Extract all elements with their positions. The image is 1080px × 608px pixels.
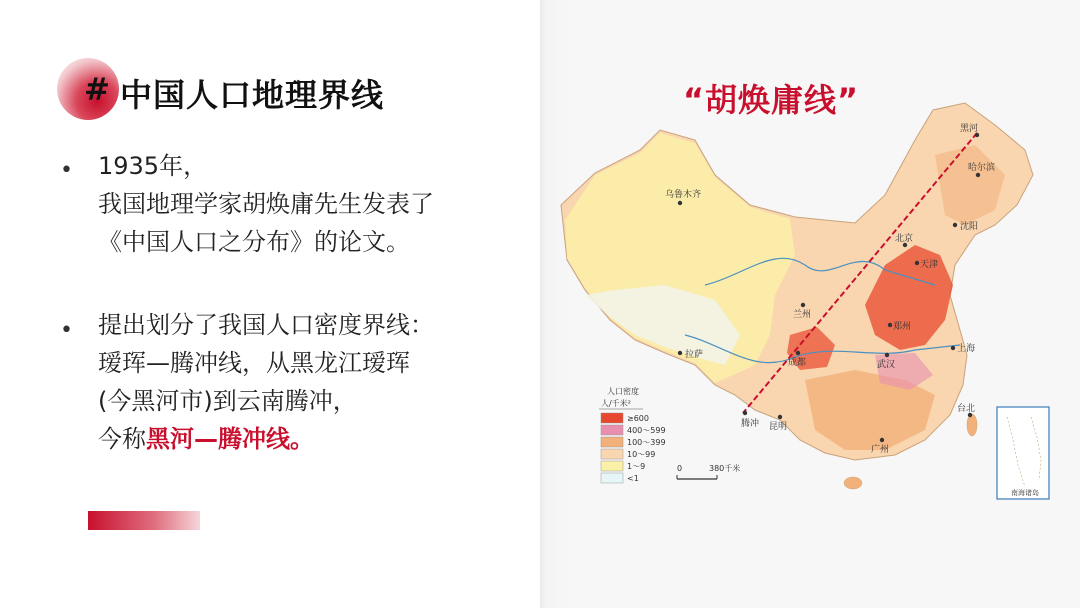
inset-label: 南海诸岛 <box>1011 489 1039 497</box>
city-kunming: 昆明 <box>769 422 788 432</box>
city-dot <box>778 415 782 419</box>
legend-label: 10～99 <box>627 450 656 459</box>
legend-label: 400～599 <box>627 426 666 435</box>
bullet-2-line-1: 提出划分了我国人口密度界线： <box>98 311 434 339</box>
city-dot <box>678 201 682 205</box>
city-lhasa: 拉萨 <box>685 350 704 360</box>
legend-swatch <box>601 425 623 435</box>
legend-title-line-2: 人/千米² <box>601 399 631 408</box>
map-title: “胡焕庸线” <box>683 81 860 119</box>
city-lanzhou: 兰州 <box>793 310 812 320</box>
bullet-1-line-1: 1935年， <box>98 152 208 180</box>
accent-bar <box>88 511 200 530</box>
city-dot <box>678 351 682 355</box>
city-taipei: 台北 <box>957 404 976 414</box>
legend-title-line-1: 人口密度 <box>607 387 639 396</box>
city-tianjin: 天津 <box>920 260 939 270</box>
inset-frame <box>997 407 1049 499</box>
bullet-2-line-2: 瑷珲—腾冲线，从黑龙江瑷珲 <box>98 349 410 377</box>
highlight-text: 黑河—腾冲线。 <box>146 425 314 453</box>
legend-swatch <box>601 437 623 447</box>
legend-label: 1～9 <box>627 462 646 471</box>
legend-label: ≥600 <box>627 414 649 423</box>
city-shanghai: 上海 <box>957 344 976 354</box>
legend-swatch <box>601 413 623 423</box>
scale-zero: 0 <box>677 464 683 473</box>
city-harbin: 哈尔滨 <box>968 163 996 173</box>
city-dot <box>885 353 889 357</box>
china-population-map <box>555 95 1055 500</box>
city-shenyang: 沈阳 <box>960 222 979 232</box>
hash-icon: # <box>84 72 110 108</box>
city-dot <box>801 303 805 307</box>
bullet-2-line-4 <box>98 420 434 458</box>
city-dot <box>880 438 884 442</box>
taiwan-island <box>967 414 977 436</box>
scale-value: 380千米 <box>709 464 741 473</box>
city-dot <box>915 261 919 265</box>
city-dot <box>951 346 955 350</box>
page-title: 中国人口地理界线 <box>120 76 385 114</box>
city-guangzhou: 广州 <box>871 445 890 455</box>
city-beijing: 北京 <box>895 234 914 244</box>
bullet-1-text <box>98 147 434 261</box>
hainan-island <box>844 477 862 489</box>
scale-bar <box>677 463 740 479</box>
bullet-2-line-3: (今黑河市)到云南腾冲， <box>98 387 357 415</box>
city-chengdu: 成都 <box>788 358 807 368</box>
city-dot <box>953 223 957 227</box>
city-dot <box>796 351 800 355</box>
legend-label: <1 <box>627 474 639 483</box>
city-zhengzhou: 郑州 <box>893 322 912 332</box>
city-dot <box>888 323 892 327</box>
legend-label: 100～399 <box>627 438 666 447</box>
city-tengchong: 腾冲 <box>741 419 760 429</box>
south-china-sea-inset <box>997 407 1049 499</box>
map-legend <box>599 386 666 483</box>
bullet-1-line-3: 《中国人口之分布》的论文。 <box>98 228 410 256</box>
legend-swatch <box>601 473 623 483</box>
bullet-marker: • <box>60 158 73 183</box>
bullet-1-line-2: 我国地理学家胡焕庸先生发表了 <box>98 190 434 218</box>
city-heihe: 黑河 <box>960 124 979 134</box>
city-dot <box>743 411 747 415</box>
city-dot <box>976 173 980 177</box>
bullet-marker: • <box>60 318 73 343</box>
bullet-2-prefix: 今称 <box>98 425 146 453</box>
legend-swatch <box>601 449 623 459</box>
legend-swatch <box>601 461 623 471</box>
bullet-2-text <box>98 306 434 458</box>
city-urumqi: 乌鲁木齐 <box>665 190 702 200</box>
city-wuhan: 武汉 <box>877 360 896 370</box>
